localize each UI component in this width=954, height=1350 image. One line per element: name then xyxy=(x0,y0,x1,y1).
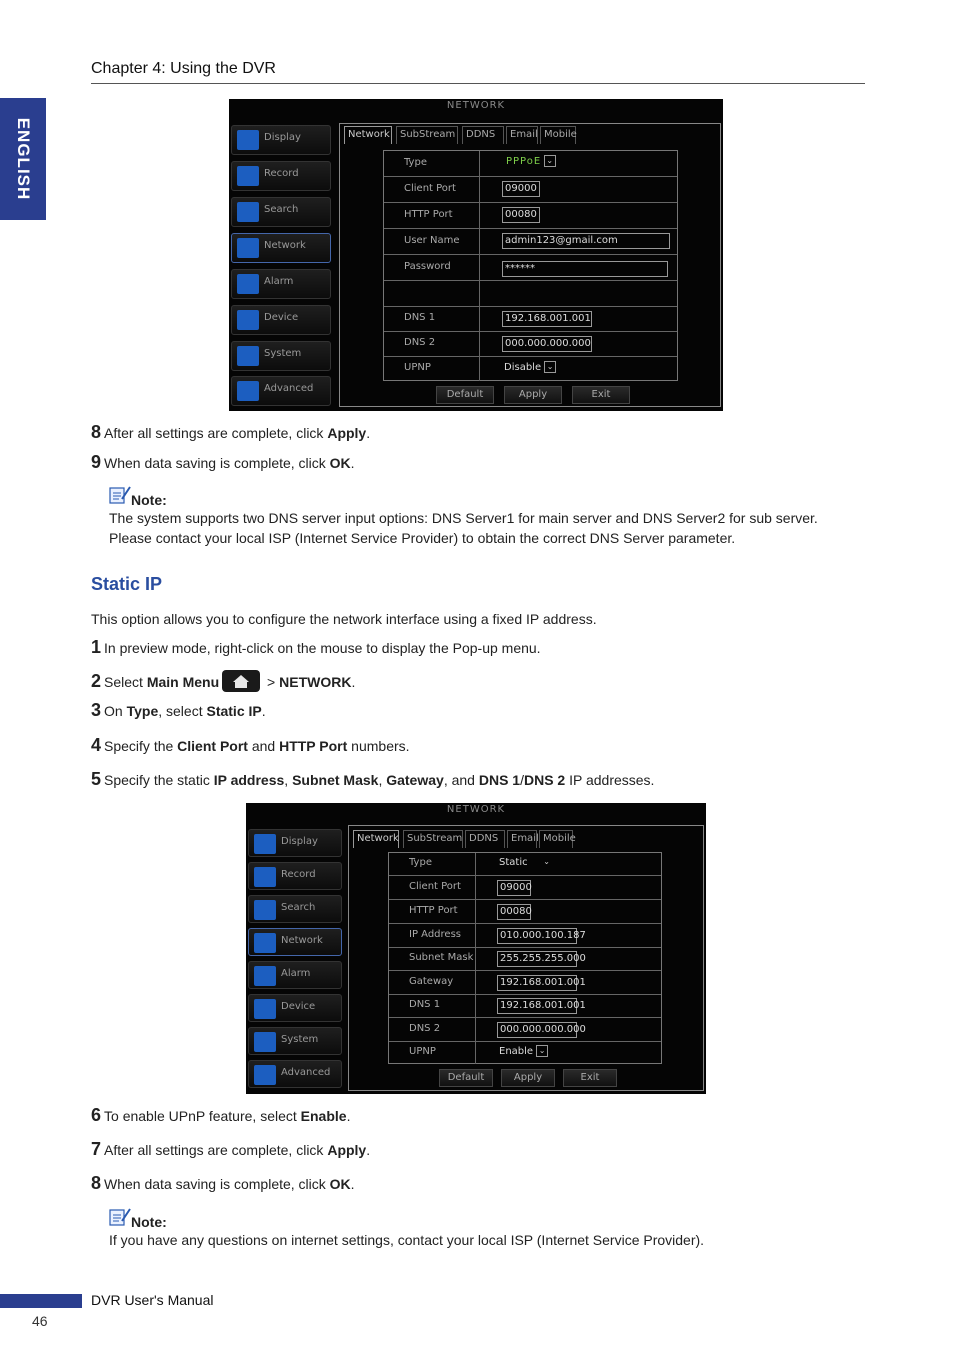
ip-address-input[interactable]: 010.000.100.187 xyxy=(497,928,577,944)
apply-button[interactable]: Apply xyxy=(501,1069,555,1087)
chevron-down-icon: ⌄ xyxy=(536,1045,548,1057)
step-4: 4 Specify the Client Port and HTTP Port numbers. xyxy=(91,735,410,755)
menu-item-record[interactable]: Record xyxy=(248,862,342,890)
settings-grid xyxy=(383,150,678,381)
step-1: 1 In preview mode, right-click on the mouse to display the Pop-up menu. xyxy=(91,637,541,657)
note-line-1: The system supports two DNS server input options: DNS Server1 for main server and DNS Server2 for sub server. xyxy=(109,510,818,526)
menu-item-display[interactable]: Display xyxy=(231,125,331,155)
row-upnp: UPNP Disable ⌄ xyxy=(384,357,677,381)
row-gateway: Gateway 192.168.001.001 xyxy=(389,971,661,995)
step-6: 6 To enable UPnP feature, select Enable. xyxy=(91,1105,351,1125)
dvr-side-menu xyxy=(231,125,331,405)
step-8: 8 After all settings are complete, click Apply. xyxy=(91,422,371,442)
menu-item-advanced[interactable]: Advanced xyxy=(231,376,331,406)
row-dns1: DNS 1 192.168.001.001 xyxy=(384,307,677,332)
menu-item-alarm[interactable]: Alarm xyxy=(231,269,331,299)
menu-item-record[interactable]: Record xyxy=(231,161,331,191)
tab-mobile[interactable]: Mobile xyxy=(539,830,573,848)
dvr-side-menu xyxy=(248,829,342,1091)
tab-email[interactable]: Email xyxy=(507,830,537,848)
http-port-input[interactable]: 00080 xyxy=(497,904,531,920)
note-icon xyxy=(109,486,131,504)
wrench-icon xyxy=(254,1065,276,1085)
note-line-2: Please contact your local ISP (Internet Service Provider) to obtain the correct DNS Server parameter. xyxy=(109,530,736,546)
tab-network[interactable]: Network xyxy=(344,126,392,144)
note-line-1: If you have any questions on internet settings, contact your local ISP (Internet Service Provider). xyxy=(109,1232,705,1248)
exit-button[interactable]: Exit xyxy=(572,386,630,404)
step-3: 3 On Type, select Static IP. xyxy=(91,700,266,720)
step-9: 9 When data saving is complete, click OK. xyxy=(91,452,355,472)
tab-ddns[interactable]: DDNS xyxy=(462,126,504,144)
tab-ddns[interactable]: DDNS xyxy=(465,830,505,848)
alarm-icon xyxy=(254,966,276,986)
record-icon xyxy=(254,867,276,887)
page-number: 46 xyxy=(32,1313,48,1329)
apply-button[interactable]: Apply xyxy=(504,386,562,404)
wrench-icon xyxy=(237,381,259,401)
display-icon xyxy=(237,130,259,150)
device-icon xyxy=(237,310,259,330)
section-intro: This option allows you to configure the network interface using a fixed IP address. xyxy=(91,611,597,627)
device-icon xyxy=(254,999,276,1019)
menu-item-device[interactable]: Device xyxy=(248,994,342,1022)
note-1 xyxy=(109,486,869,548)
dns1-input[interactable]: 192.168.001.001 xyxy=(497,998,577,1014)
password-input[interactable]: ****** xyxy=(502,261,668,277)
step-5: 5 Specify the static IP address, Subnet Mask, Gateway, and DNS 1/DNS 2 IP addresses. xyxy=(91,769,655,789)
network-icon xyxy=(254,933,276,953)
tab-network[interactable]: Network xyxy=(353,830,399,848)
step-7: 7 After all settings are complete, click Apply. xyxy=(91,1139,371,1159)
gear-icon xyxy=(237,346,259,366)
dvr-network-screenshot-static xyxy=(246,803,706,1094)
row-http-port: HTTP Port 00080 xyxy=(384,203,677,229)
dns1-input[interactable]: 192.168.001.001 xyxy=(502,311,592,327)
exit-button[interactable]: Exit xyxy=(563,1069,617,1087)
menu-item-device[interactable]: Device xyxy=(231,305,331,335)
menu-item-system[interactable]: System xyxy=(248,1027,342,1055)
row-dns2: DNS 2 000.000.000.000 xyxy=(389,1018,661,1042)
screen-title: NETWORK xyxy=(446,804,506,815)
row-type: Type Static ⌄ xyxy=(389,853,661,876)
row-dns2: DNS 2 000.000.000.000 xyxy=(384,332,677,357)
row-upnp: UPNP Enable ⌄ xyxy=(389,1042,661,1064)
network-icon xyxy=(237,238,259,258)
section-title: Static IP xyxy=(91,574,163,594)
note-icon xyxy=(109,1208,131,1226)
row-blank xyxy=(384,281,677,307)
search-icon xyxy=(237,202,259,222)
menu-item-network[interactable]: Network xyxy=(231,233,331,263)
user-name-input[interactable]: admin123@gmail.com xyxy=(502,233,670,249)
tab-substream[interactable]: SubStream xyxy=(403,830,463,848)
settings-grid xyxy=(388,852,662,1064)
client-port-input[interactable]: 09000 xyxy=(497,880,531,896)
tab-mobile[interactable]: Mobile xyxy=(540,126,576,144)
row-dns1: DNS 1 192.168.001.001 xyxy=(389,995,661,1018)
type-select[interactable]: Static ⌄ xyxy=(499,857,550,868)
record-icon xyxy=(237,166,259,186)
menu-item-alarm[interactable]: Alarm xyxy=(248,961,342,989)
row-subnet-mask: Subnet Mask 255.255.255.000 xyxy=(389,948,661,971)
menu-item-network[interactable]: Network xyxy=(248,928,342,956)
dns2-input[interactable]: 000.000.000.000 xyxy=(502,336,592,352)
tab-substream[interactable]: SubStream xyxy=(396,126,458,144)
display-icon xyxy=(254,834,276,854)
row-password: Password ****** xyxy=(384,255,677,281)
type-select[interactable]: PPPoE ⌄ xyxy=(504,155,558,171)
dvr-network-screenshot-pppoe xyxy=(229,99,723,411)
alarm-icon xyxy=(237,274,259,294)
language-label: ENGLISH xyxy=(14,117,33,201)
chapter-title: Chapter 4: Using the DVR xyxy=(91,60,276,77)
step-8b: 8 When data saving is complete, click OK. xyxy=(91,1173,355,1193)
step-2: 2 Select Main Menu > NETWORK. xyxy=(91,671,356,691)
network-settings-panel xyxy=(348,825,704,1091)
chevron-down-icon: ⌄ xyxy=(544,361,556,373)
row-client-port: Client Port 09000 xyxy=(384,177,677,203)
header-divider xyxy=(91,83,865,84)
home-icon xyxy=(222,670,260,692)
row-client-port: Client Port 09000 xyxy=(389,876,661,900)
default-button[interactable]: Default xyxy=(439,1069,493,1087)
menu-item-search[interactable]: Search xyxy=(231,197,331,227)
chevron-down-icon: ⌄ xyxy=(544,155,556,167)
footer-manual-title: DVR User's Manual xyxy=(91,1292,214,1308)
note-title: Note: xyxy=(131,1214,167,1230)
footer-bar xyxy=(0,1294,82,1308)
client-port-input[interactable]: 09000 xyxy=(502,181,540,197)
row-ip-address: IP Address 010.000.100.187 xyxy=(389,924,661,948)
tab-email[interactable]: Email xyxy=(506,126,538,144)
note-title: Note: xyxy=(131,492,167,508)
menu-item-advanced[interactable]: Advanced xyxy=(248,1060,342,1088)
network-settings-panel xyxy=(339,123,721,407)
menu-item-system[interactable]: System xyxy=(231,341,331,371)
row-type: Type PPPoE ⌄ xyxy=(384,151,677,177)
row-http-port: HTTP Port 00080 xyxy=(389,900,661,924)
menu-item-display[interactable]: Display xyxy=(248,829,342,857)
chevron-down-icon: ⌄ xyxy=(543,857,550,866)
upnp-select[interactable]: Disable ⌄ xyxy=(502,361,558,377)
screen-title: NETWORK xyxy=(446,100,506,111)
dns2-input[interactable]: 000.000.000.000 xyxy=(497,1022,577,1038)
upnp-select[interactable]: Enable ⌄ xyxy=(497,1045,550,1061)
search-icon xyxy=(254,900,276,920)
row-user-name: User Name admin123@gmail.com xyxy=(384,229,677,255)
gateway-input[interactable]: 192.168.001.001 xyxy=(497,975,577,991)
subnet-mask-input[interactable]: 255.255.255.000 xyxy=(497,951,577,967)
default-button[interactable]: Default xyxy=(436,386,494,404)
language-side-tab xyxy=(0,98,46,220)
gear-icon xyxy=(254,1032,276,1052)
http-port-input[interactable]: 00080 xyxy=(502,207,540,223)
note-2 xyxy=(109,1208,869,1250)
menu-item-search[interactable]: Search xyxy=(248,895,342,923)
